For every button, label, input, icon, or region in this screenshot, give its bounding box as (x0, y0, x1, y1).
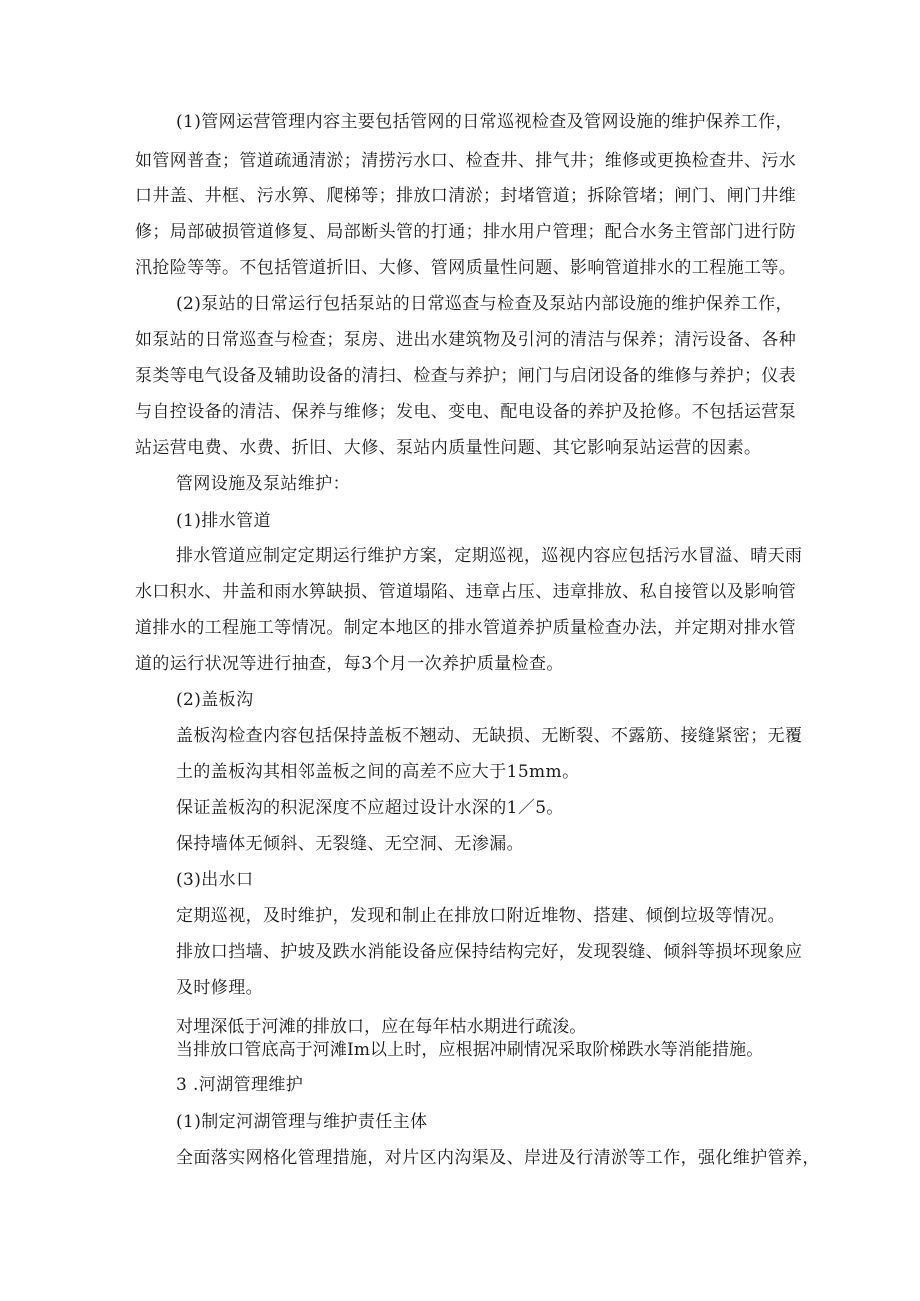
p2-line-5: 站运营电费、水费、折旧、大修、泵站内质量性问题、其它影响泵站运营的因素。 (135, 438, 762, 458)
cover-ditch-line-1: 盖板沟检查内容包括保持盖板不翘动、无缺损、无断裂、不露筋、接缝紧密；无覆 (176, 726, 803, 746)
section-3-title: 3 .河湖管理维护 (176, 1075, 304, 1095)
section-drainage-pipe-title: (1)排水管道 (176, 511, 271, 531)
p1-line-5: 汛抢险等等。不包括管道折旧、大修、管网质量性问题、影响管道排水的工程施工等。 (135, 258, 797, 278)
section-3-1-title: (1)制定河湖管理与维护责任主体 (176, 1112, 428, 1132)
section-outlet-title: (3)出水口 (176, 870, 254, 890)
facilities-heading: 管网设施及泵站维护： (176, 474, 350, 494)
cover-ditch-line-3: 保证盖板沟的积泥深度不应超过设计水深的1／5。 (176, 798, 564, 818)
p2-line-3: 泵类等电气设备及辅助设备的清扫、检查与养护；闸门与启闭设备的维修与养护；仪表 (135, 366, 797, 386)
p2-line-4: 与自控设备的清洁、保养与维修；发电、变电、配电设备的养护及抢修。不包括运营泵 (135, 402, 797, 422)
p1-line-2: 如管网普查；管道疏通清淤；清捞污水口、检查井、排气井；维修或更换检查井、污水 (135, 151, 797, 171)
p2-line-1: (2)泵站的日常运行包括泵站的日常巡查与检查及泵站内部设施的维护保养工作， (176, 294, 793, 314)
drainage-pipe-line-4: 道的运行状况等进行抽查，每3个月一次养护质量检查。 (135, 654, 564, 674)
outlet-line-3: 及时修理。 (176, 978, 263, 998)
section-3-1-line-1: 全面落实网格化管理措施，对片区内沟渠及、岸进及行清淤等工作，强化维护管养， (176, 1148, 820, 1168)
p1-line-4: 修；局部破损管道修复、局部断头管的打通；排水用户管理；配合水务主管部门进行防 (135, 222, 797, 242)
p1-line-1: (1)管网运营管理内容主要包括管网的日常巡视检查及管网设施的维护保养工作， (176, 112, 793, 132)
outlet-line-5: 当排放口管底高于河滩Im以上时，应根据冲刷情况采取阶梯跌水等消能措施。 (176, 1040, 764, 1060)
outlet-line-2: 排放口挡墙、护坡及跌水消能设备应保持结构完好，发现裂缝、倾斜等损坏现象应 (176, 942, 803, 962)
cover-ditch-line-2: 土的盖板沟其相邻盖板之间的高差不应大于15mm。 (176, 762, 580, 782)
cover-ditch-line-4: 保持墙体无倾斜、无裂缝、无空洞、无渗漏。 (176, 834, 524, 854)
outlet-line-4: 对埋深低于河滩的排放口，应在每年枯水期进行疏浚。 (176, 1017, 587, 1037)
p2-line-2: 如泵站的日常巡查与检查；泵房、进出水建筑物及引河的清洁与保养；清污设备、各种 (135, 330, 797, 350)
drainage-pipe-line-1: 排水管道应制定定期运行维护方案，定期巡视，巡视内容应包括污水冒溢、晴天雨 (176, 546, 803, 566)
p1-line-3: 口井盖、井框、污水箅、爬梯等；排放口清淤；封堵管道；拆除管堵；闸门、闸门井维 (135, 186, 797, 206)
section-cover-ditch-title: (2)盖板沟 (176, 690, 254, 710)
drainage-pipe-line-3: 道排水的工程施工等情况。制定本地区的排水管道养护质量检查办法，并定期对排水管 (135, 618, 797, 638)
drainage-pipe-line-2: 水口积水、井盖和雨水箅缺损、管道塌陷、违章占压、违章排放、私自接管以及影响管 (135, 582, 797, 602)
outlet-line-1: 定期巡视，及时维护，发现和制止在排放口附近堆物、搭建、倾倒垃圾等情况。 (176, 906, 785, 926)
